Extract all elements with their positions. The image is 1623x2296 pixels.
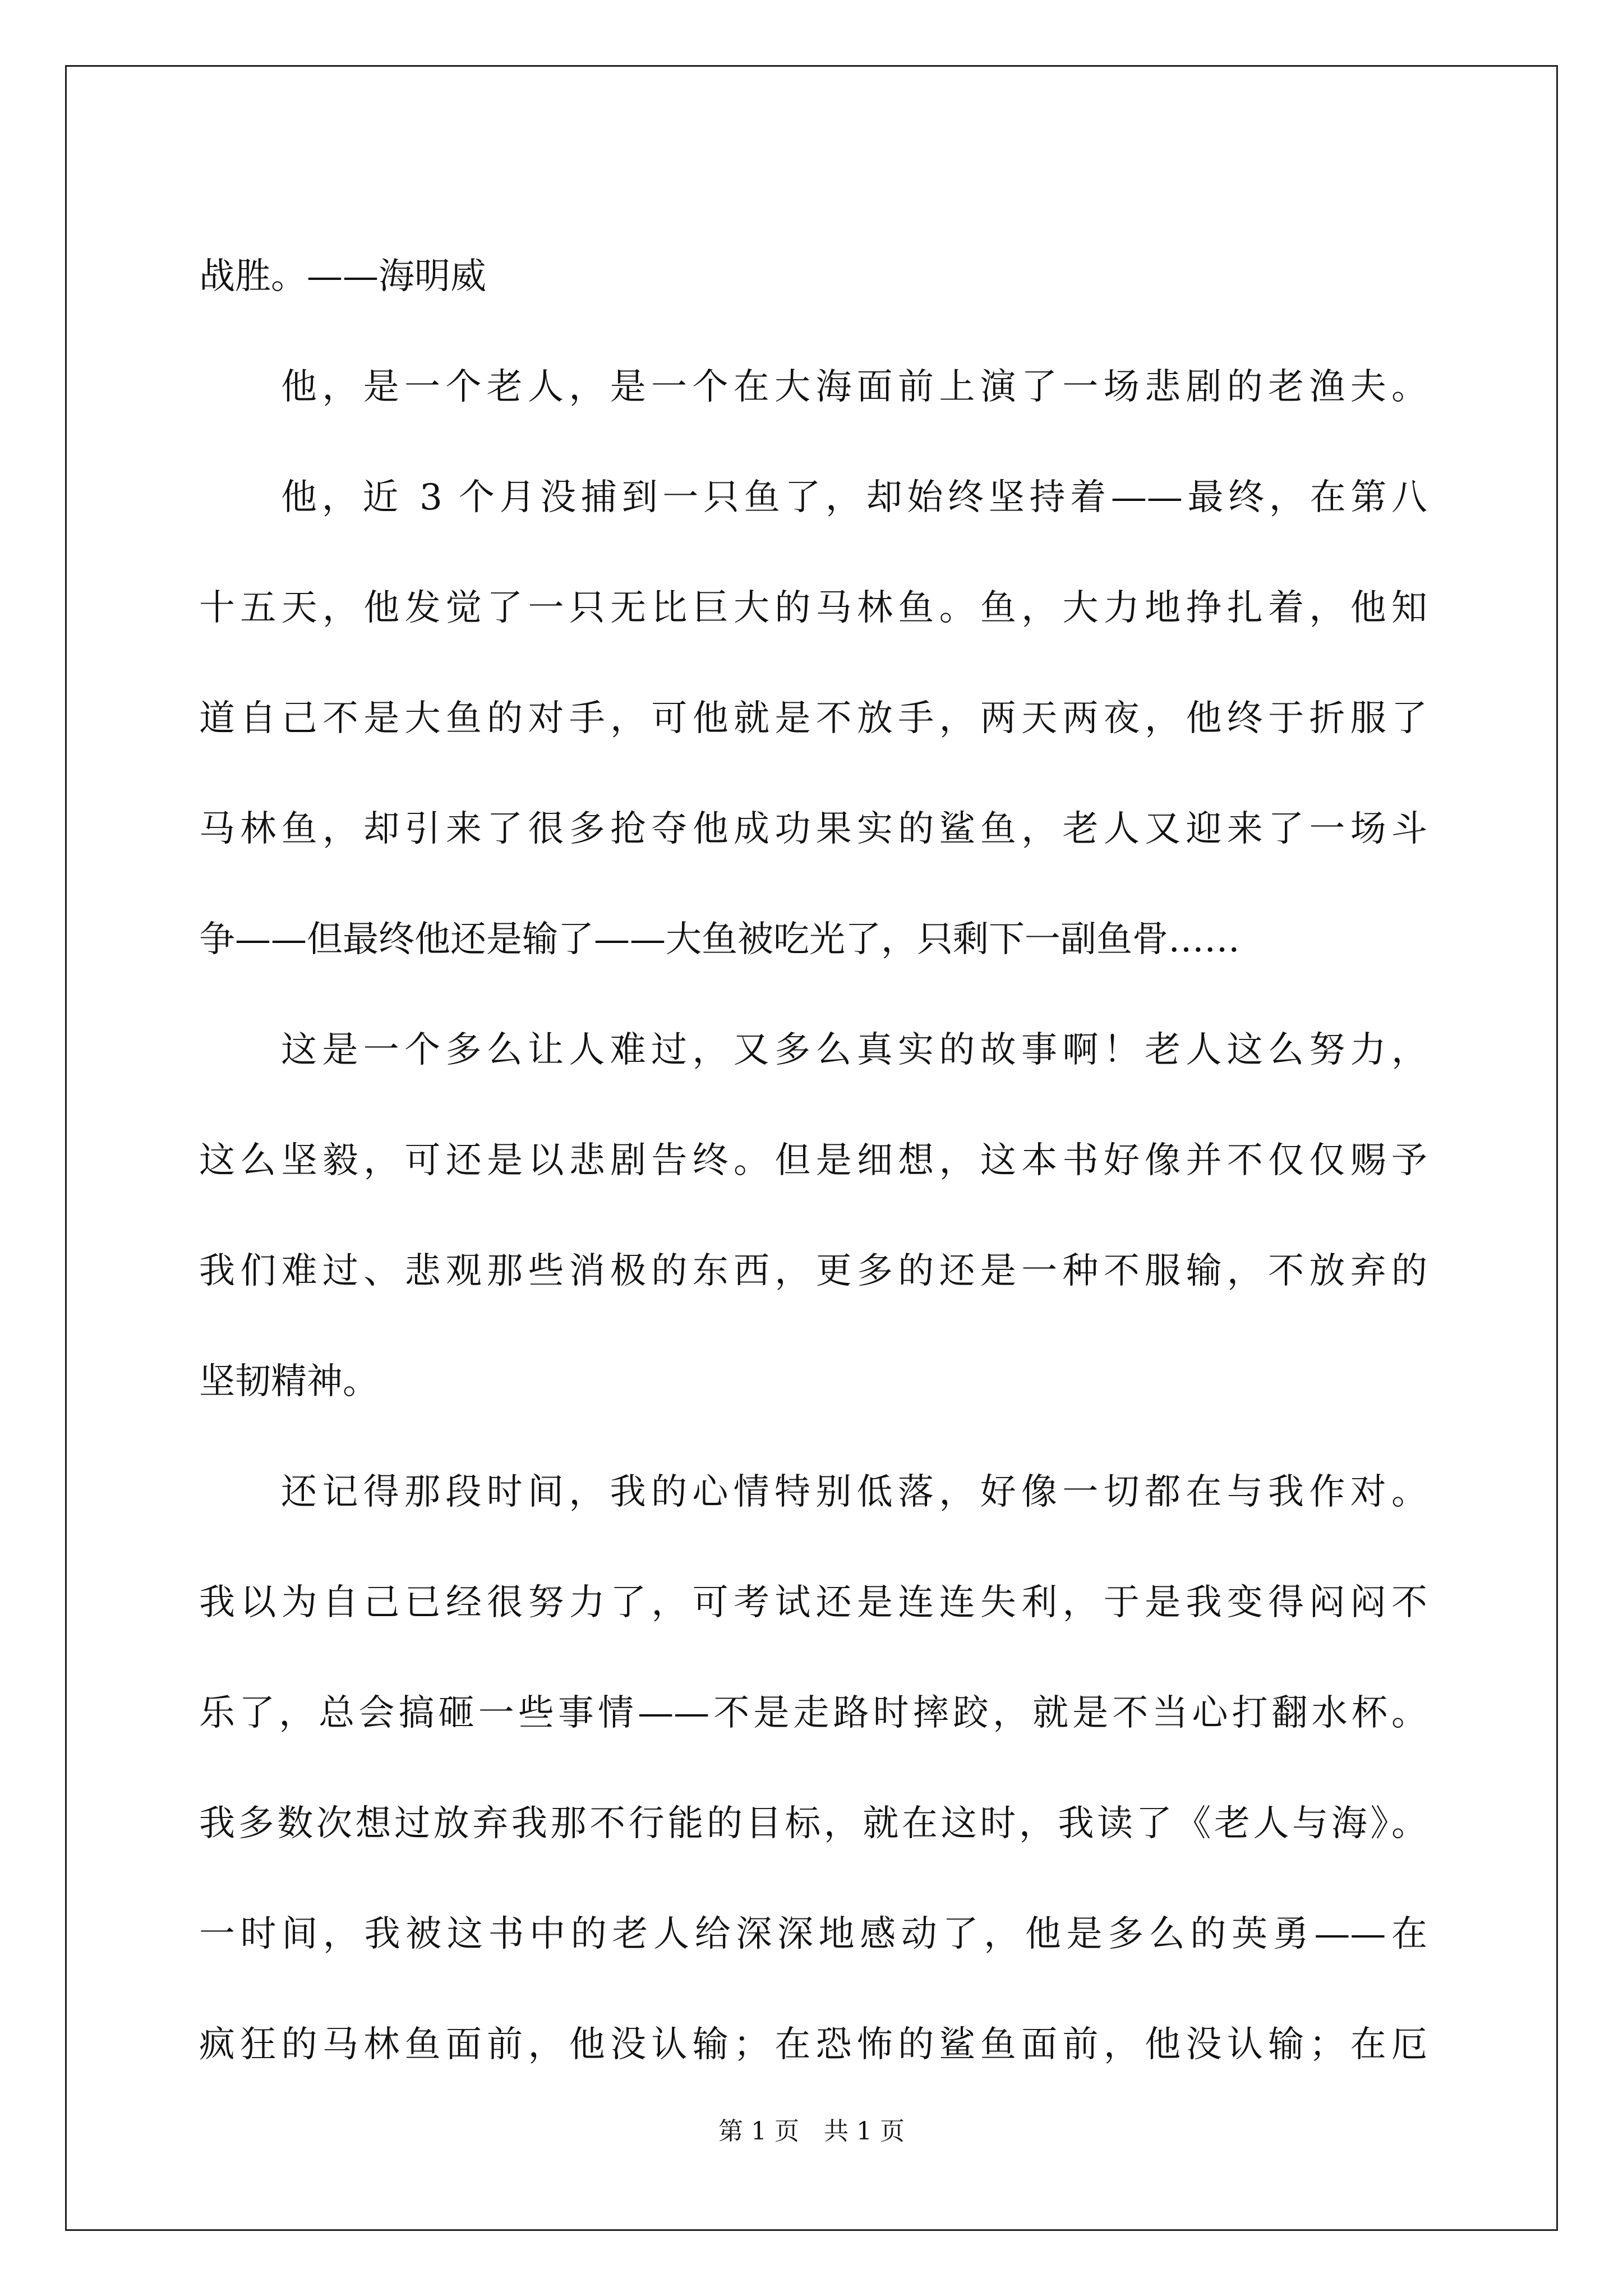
text-line: 乐了，总会搞砸一些事情——不是走路时摔跤，就是不当心打翻水杯。	[199, 1692, 1427, 1734]
text-line: 我多数次想过放弃我那不行能的目标，就在这时，我读了《老人与海》。	[199, 1803, 1427, 1844]
document-body	[199, 222, 1427, 2100]
text-line: 他，近 3 个月没捕到一只鱼了，却始终坚持着——最终，在第八	[281, 477, 1427, 518]
text-line: 我们难过、悲观那些消极的东西，更多的还是一种不服输，不放弃的	[199, 1250, 1427, 1292]
page-total: 共 1 页	[824, 2117, 905, 2146]
text-line: 疯狂的马林鱼面前，他没认输；在恐怖的鲨鱼面前，他没认输；在厄	[199, 2024, 1427, 2065]
text-line: 道自己不是大鱼的对手，可他就是不放手，两天两夜，他终于折服了	[199, 698, 1427, 739]
text-line: 坚韧精神。	[199, 1361, 379, 1402]
text-line: 马林鱼，却引来了很多抢夺他成功果实的鲨鱼，老人又迎来了一场斗	[199, 808, 1427, 850]
page-footer	[0, 2115, 1623, 2148]
text-line: 我以为自己已经很努力了，可考试还是连连失利，于是我变得闷闷不	[199, 1582, 1427, 1623]
text-line: 这是一个多么让人难过，又多么真实的故事啊！老人这么努力，	[281, 1029, 1427, 1071]
text-line: 战胜。——海明威	[199, 256, 486, 297]
text-line: 这么坚毅，可还是以悲剧告终。但是细想，这本书好像并不仅仅赐予	[199, 1140, 1427, 1181]
text-line: 还记得那段时间，我的心情特别低落，好像一切都在与我作对。	[281, 1471, 1427, 1513]
text-line: 一时间，我被这书中的老人给深深地感动了，他是多么的英勇——在	[199, 1913, 1427, 1955]
page-number: 第 1 页	[718, 2117, 799, 2146]
text-line: 争——但最终他还是输了——大鱼被吃光了，只剩下一副鱼骨……	[199, 919, 1240, 960]
text-line: 十五天，他发觉了一只无比巨大的马林鱼。鱼，大力地挣扎着，他知	[199, 587, 1427, 629]
text-line: 他，是一个老人，是一个在大海面前上演了一场悲剧的老渔夫。	[281, 366, 1427, 408]
